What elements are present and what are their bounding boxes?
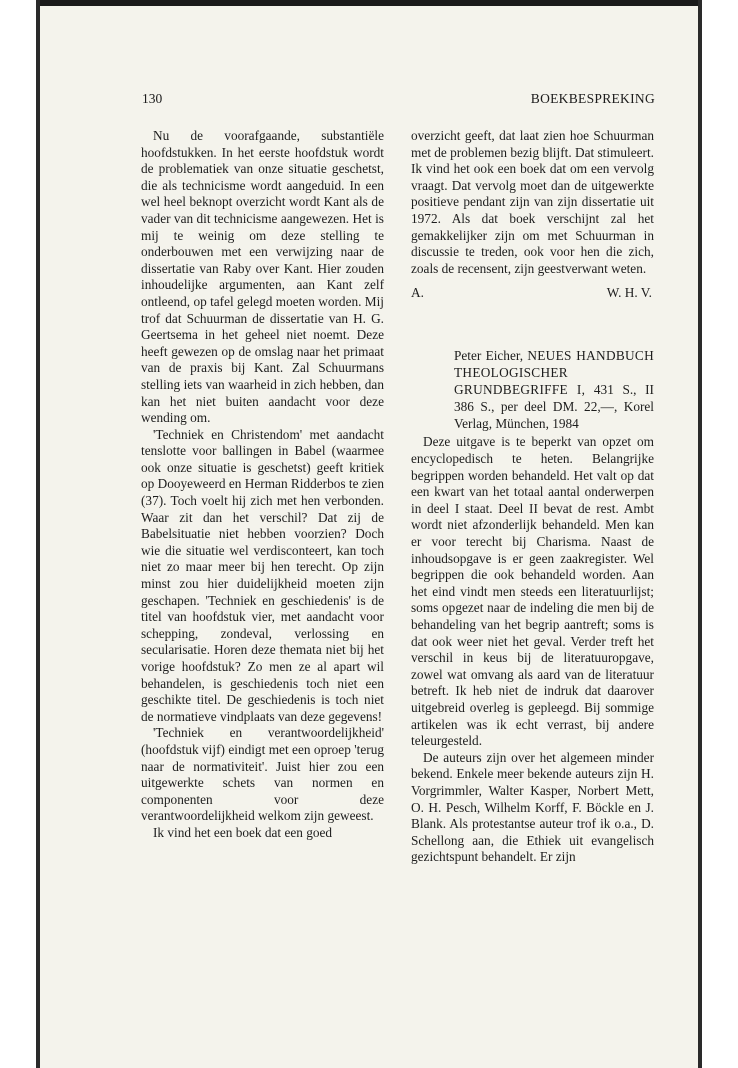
paragraph: De auteurs zijn over het algemeen minder bekend. Enkele meer bekende auteurs zijn H. Vorgrimmler, Walter Kasper, Norbert Mett, O. H. Pesch, Wilhelm Korff, F. Böckle en J. Blank. Als protestantse auteur trof ik o.a., D. Schellong aan, die Ethiek uit evangelisch gezichtspunt behandelt. Er zijn: [411, 749, 654, 865]
reference-author: Peter Eicher,: [454, 347, 524, 363]
paragraph: Nu de voorafgaande, substantiële hoofdstukken. In het eerste hoofdstuk wordt de problematiek van onze situatie geschetst, die als technicisme wordt aangeduid. In een wel heel beknopt overzicht wordt Kant als de vader van dit technicisme aangewezen. Het is mij te weinig om deze stelling te onderbouwen met een verwijzing naar de dissertatie van Raby over Kant. Hier zouden inhoudelijke argumenten, aan Kant zelf ontleend, op tafel gelegd moeten worden. Mij trof dat Schuurman de dissertatie van H. G. Geertsema in het geheel niet noemt. Deze heeft gewezen op de omslag naar het primaat van de praxis bij Kant. Zal Schuurmans stelling iets van waarheid in zich hebben, dan kan het niet buiten aandacht voor deze wending om.: [141, 128, 384, 426]
book-reference: [411, 348, 654, 433]
running-head: BOEKBESPREKING: [530, 91, 655, 106]
left-column: [141, 128, 384, 842]
signature-place: A.: [411, 285, 424, 301]
page-number: 130: [142, 91, 163, 106]
reference-details: 431 S., II 386 S., per deel DM. 22,—, Korel Verlag, München, 1984: [454, 381, 654, 431]
paragraph: 'Techniek en verantwoordelijkheid' (hoofdstuk vijf) eindigt met een oproep 'terug naar de normativiteit'. Juist hier zou een uitgewerkte schets van normen en componenten voor deze verantwoordelijkheid welkom zijn geweest.: [141, 725, 384, 824]
paragraph: 'Techniek en Christendom' met aandacht tenslotte voor ballingen in Babel (waarmee ook onze situatie is geschetst) geeft kritiek op Dooyeweerd en Herman Ridderbos te zien (37). Toch voelt hij zich met hen verbonden. Waar zit dan het verschil? Dat zij de Babelsituatie niet hebben voorzien? Doch wie die situatie wel verdisconteert, kan toch niet zo maar meer bij hen terecht. Op zijn minst zou hier duidelijkheid moeten zijn geschapen. 'Techniek en geschiedenis' is de titel van hoofdstuk vier, met aandacht voor schepping, zondeval, verlossing en secularisatie. Horen deze themata niet bij het vorige hoofdstuk? Zo men ze al apart wil behandelen, is geschiedenis toch niet een geschikte titel. De geschiedenis is toch niet de normatieve vindplaats van deze gegevens!: [141, 426, 384, 724]
scan-border-right: [698, 0, 702, 1068]
paragraph: Deze uitgave is te beperkt van opzet om encyclopedisch te heten. Belangrijke begrippen worden behandeld. Het valt op dat een kwart van het totaal aantal onderwerpen in deel I staat. Deel II bevat de rest. Ambt wordt niet afzonderlijk behandeld. Men kan er voor terecht bij Charisma. Naast de inhoudsopgave is er geen zaakregister. Wel begrippen die ook behandeld worden. Aan het eind vindt men steeds een literatuurlijst; soms opgezet naar de indeling die men bij de behandeling van het begrip aantreft; soms is dat ook weer niet het geval. Verder treft het verschil in keus bij de literatuuropgave, zowel wat omvang als aard van de literatuur betreft. Ik heb niet de indruk dat daarover uitgebreid overleg is gepleegd. Bij sommige artikelen was ik echt verrast, bij andere teleurgesteld.: [411, 434, 654, 749]
right-column: [411, 128, 654, 866]
paragraph: overzicht geeft, dat laat zien hoe Schuurman met de problemen bezig blijft. Dat stimuleert. Ik vind het ook een boek dat om een vervolg vraagt. Dat vervolg moet dan de uitgewerkte positieve pendant zijn van zijn dissertatie uit 1972. Als dat boek verschijnt zal het gemakkelijker zijn om met Schuurman in discussie te treden, ook voor hen die zich, zoals de recensent, zijn geestverwant weten.: [411, 128, 654, 276]
review-signature: [411, 285, 654, 302]
paragraph: Ik vind het een boek dat een goed: [153, 824, 333, 840]
signature-initials: W. H. V.: [606, 285, 652, 301]
reference-title: NEUES HANDBUCH THEOLOGISCHER GRUNDBEGRIFFE I,: [454, 347, 654, 397]
